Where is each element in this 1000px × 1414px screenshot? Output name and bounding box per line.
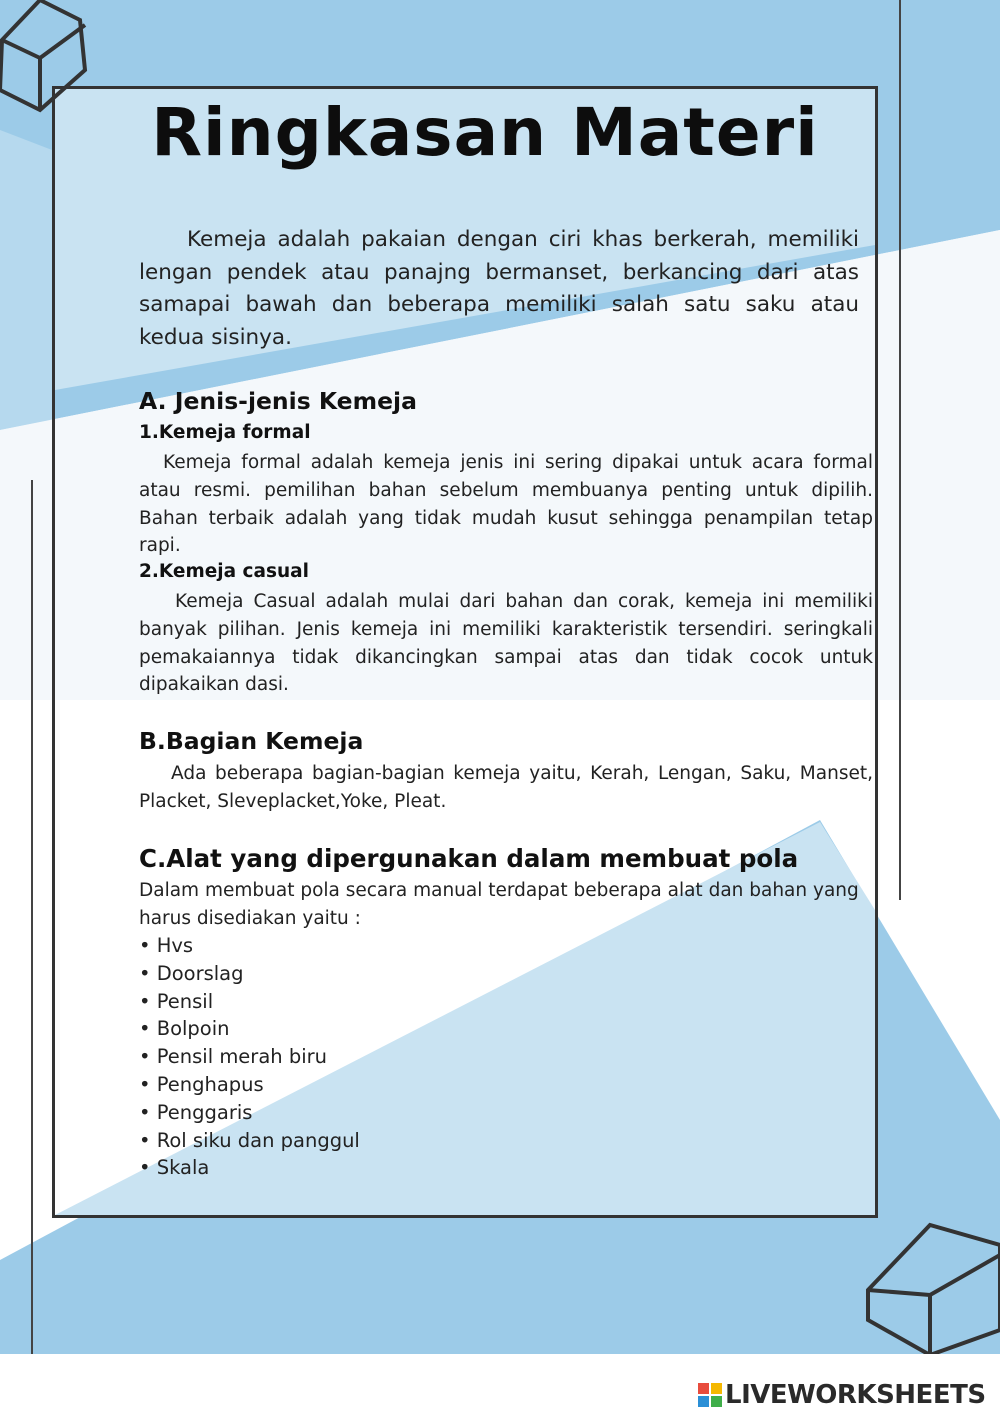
section-c-text: Dalam membuat pola secara manual terdapat beberapa alat dan bahan yang harus disediakan yaitu :	[139, 880, 859, 929]
section-a-heading: A. Jenis-jenis Kemeja	[139, 387, 417, 415]
subsection-formal-title: 1.Kemeja formal	[139, 422, 311, 443]
list-item: • Pensil	[139, 988, 360, 1016]
section-c-heading: C.Alat yang dipergunakan dalam membuat pola	[139, 844, 799, 873]
liveworksheets-logo-icon	[698, 1383, 722, 1407]
list-item: • Bolpoin	[139, 1015, 360, 1043]
liveworksheets-logo[interactable]	[698, 1378, 986, 1412]
section-b-heading: B.Bagian Kemeja	[139, 727, 364, 755]
list-item: • Rol siku dan panggul	[139, 1127, 360, 1155]
subsection-casual-text: Kemeja Casual adalah mulai dari bahan dan corak, kemeja ini memiliki banyak pilihan. Jenis kemeja ini memiliki karakteristik tersendiri. seringkali pemakaiannya tidak dikancingkan sampai atas dan tidak cocok untuk dipakaikan dasi.	[139, 591, 873, 696]
intro-paragraph: Kemeja adalah pakaian dengan ciri khas berkerah, memiliki lengan pendek atau panajng bermanset, berkancing dari atas samapai bawah dan beberapa memiliki salah satu saku atau kedua sisinya.	[139, 227, 859, 350]
section-b-text: Ada beberapa bagian-bagian kemeja yaitu, Kerah, Lengan, Saku, Manset, Placket, Sleveplacket,Yoke, Pleat.	[139, 763, 873, 812]
list-item: • Doorslag	[139, 960, 360, 988]
logo-text: LIVEWORKSHEETS	[725, 1380, 986, 1410]
list-item: • Skala	[139, 1154, 360, 1182]
subsection-casual-title: 2.Kemeja casual	[139, 561, 310, 582]
page-title: Ringkasan Materi	[151, 94, 819, 171]
list-item: • Penggaris	[139, 1099, 360, 1127]
list-item: • Penghapus	[139, 1071, 360, 1099]
tools-list	[139, 932, 360, 1182]
list-item: • Pensil merah biru	[139, 1043, 360, 1071]
subsection-formal-text: Kemeja formal adalah kemeja jenis ini sering dipakai untuk acara formal atau resmi. pemilihan bahan sebelum membuanya penting untuk dipilih. Bahan terbaik adalah yang tidak mudah kusut sehingga penampilan tetap rapi.	[139, 452, 873, 557]
list-item: • Hvs	[139, 932, 360, 960]
